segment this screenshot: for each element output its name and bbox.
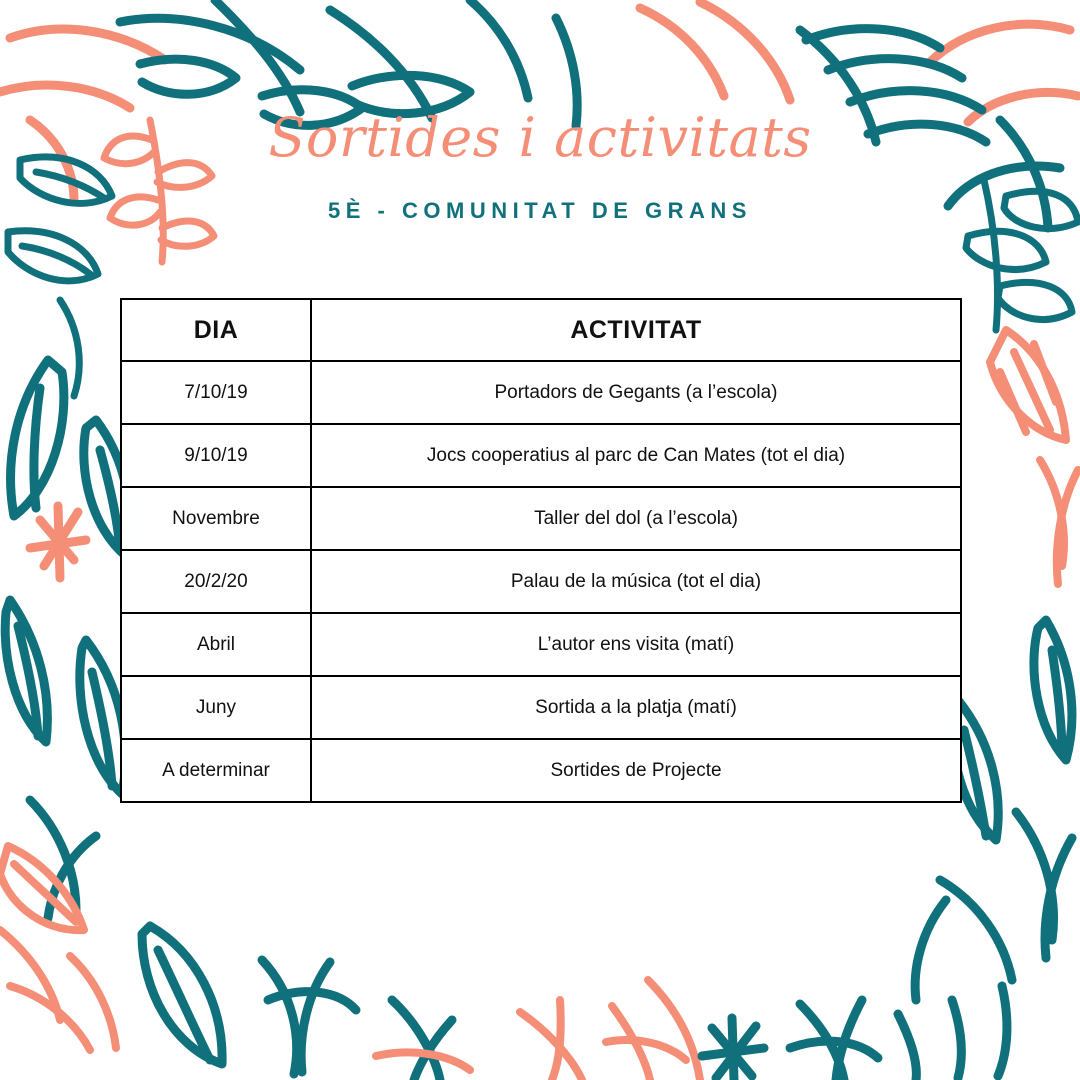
cell-activity: Sortida a la platja (matí) — [311, 676, 961, 739]
cell-activity: Jocs cooperatius al parc de Can Mates (tot el dia) — [311, 424, 961, 487]
cell-day: 7/10/19 — [121, 361, 311, 424]
schedule-table — [120, 298, 962, 803]
table-header-row — [121, 299, 961, 361]
table-row — [121, 676, 961, 739]
table-row — [121, 487, 961, 550]
cell-day: A determinar — [121, 739, 311, 802]
cell-day: Juny — [121, 676, 311, 739]
cell-activity: Portadors de Gegants (a l’escola) — [311, 361, 961, 424]
column-header-activity: ACTIVITAT — [311, 299, 961, 361]
table-row — [121, 424, 961, 487]
table-row — [121, 613, 961, 676]
cell-activity: Palau de la música (tot el dia) — [311, 550, 961, 613]
cell-day: Abril — [121, 613, 311, 676]
cell-day: Novembre — [121, 487, 311, 550]
schedule-table-container — [120, 298, 960, 803]
table-row — [121, 550, 961, 613]
table-row — [121, 361, 961, 424]
page-subtitle: 5È - COMUNITAT DE GRANS — [328, 198, 752, 223]
cell-day: 9/10/19 — [121, 424, 311, 487]
cell-activity: L’autor ens visita (matí) — [311, 613, 961, 676]
cell-activity: Taller del dol (a l’escola) — [311, 487, 961, 550]
cell-activity: Sortides de Projecte — [311, 739, 961, 802]
table-row — [121, 739, 961, 802]
cell-day: 20/2/20 — [121, 550, 311, 613]
column-header-day: DIA — [121, 299, 311, 361]
page-title: Sortides i activitats — [268, 106, 812, 169]
